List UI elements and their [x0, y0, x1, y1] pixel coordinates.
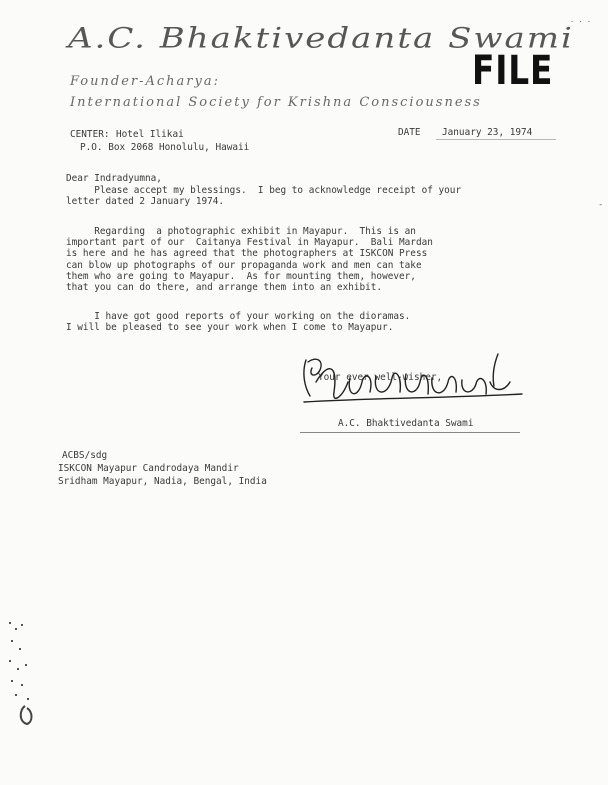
- date-label: DATE: [398, 127, 421, 138]
- closing: Your ever well-wisher,: [318, 372, 443, 383]
- corner-scan-mark: · · ·: [570, 18, 592, 26]
- signature-rule: [300, 432, 520, 433]
- paragraph-2: Regarding a photographic exhibit in Mayapur. This is an important part of our Caitanya Festival in Mayapur. Bali Mardan is here and he has agreed that the photographers at ISKCON Press can blow up photographs of our propaganda work and men can take them who are going to Mayapur. As for mounting them, however, that you can do there, and arrange them into an exhibit.: [66, 226, 433, 294]
- scan-margin-marks: [5, 618, 45, 728]
- center-line-1: Hotel Ilikai: [116, 129, 184, 140]
- margin-mark: -: [598, 200, 604, 210]
- date-underline: [436, 139, 556, 140]
- paragraph-3: I have got good reports of your working on the dioramas. I will be pleased to see your work when I come to Mayapur.: [66, 311, 411, 334]
- date-value: January 23, 1974: [442, 127, 533, 138]
- letterhead-title: Founder-Acharya:: [70, 74, 220, 89]
- file-stamp: FILE: [472, 48, 554, 94]
- letterhead-name: A.C. Bhaktivedanta Swami: [68, 22, 574, 55]
- signer-name: A.C. Bhaktivedanta Swami: [338, 418, 474, 429]
- paragraph-1: Please accept my blessings. I beg to acknowledge receipt of your letter dated 2 January 1974.: [66, 185, 462, 208]
- center-line-2: P.O. Box 2068 Honolulu, Hawaii: [80, 142, 250, 153]
- center-label: CENTER:: [70, 129, 110, 140]
- recipient-address-2: Sridham Mayapur, Nadia, Bengal, India: [58, 476, 267, 487]
- recipient-address-1: ISKCON Mayapur Candrodaya Mandir: [58, 463, 239, 474]
- salutation: Dear Indradyumna,: [66, 173, 162, 184]
- letterhead-organization: International Society for Krishna Consciousness: [70, 95, 482, 110]
- reference-initials: ACBS/sdg: [62, 450, 108, 461]
